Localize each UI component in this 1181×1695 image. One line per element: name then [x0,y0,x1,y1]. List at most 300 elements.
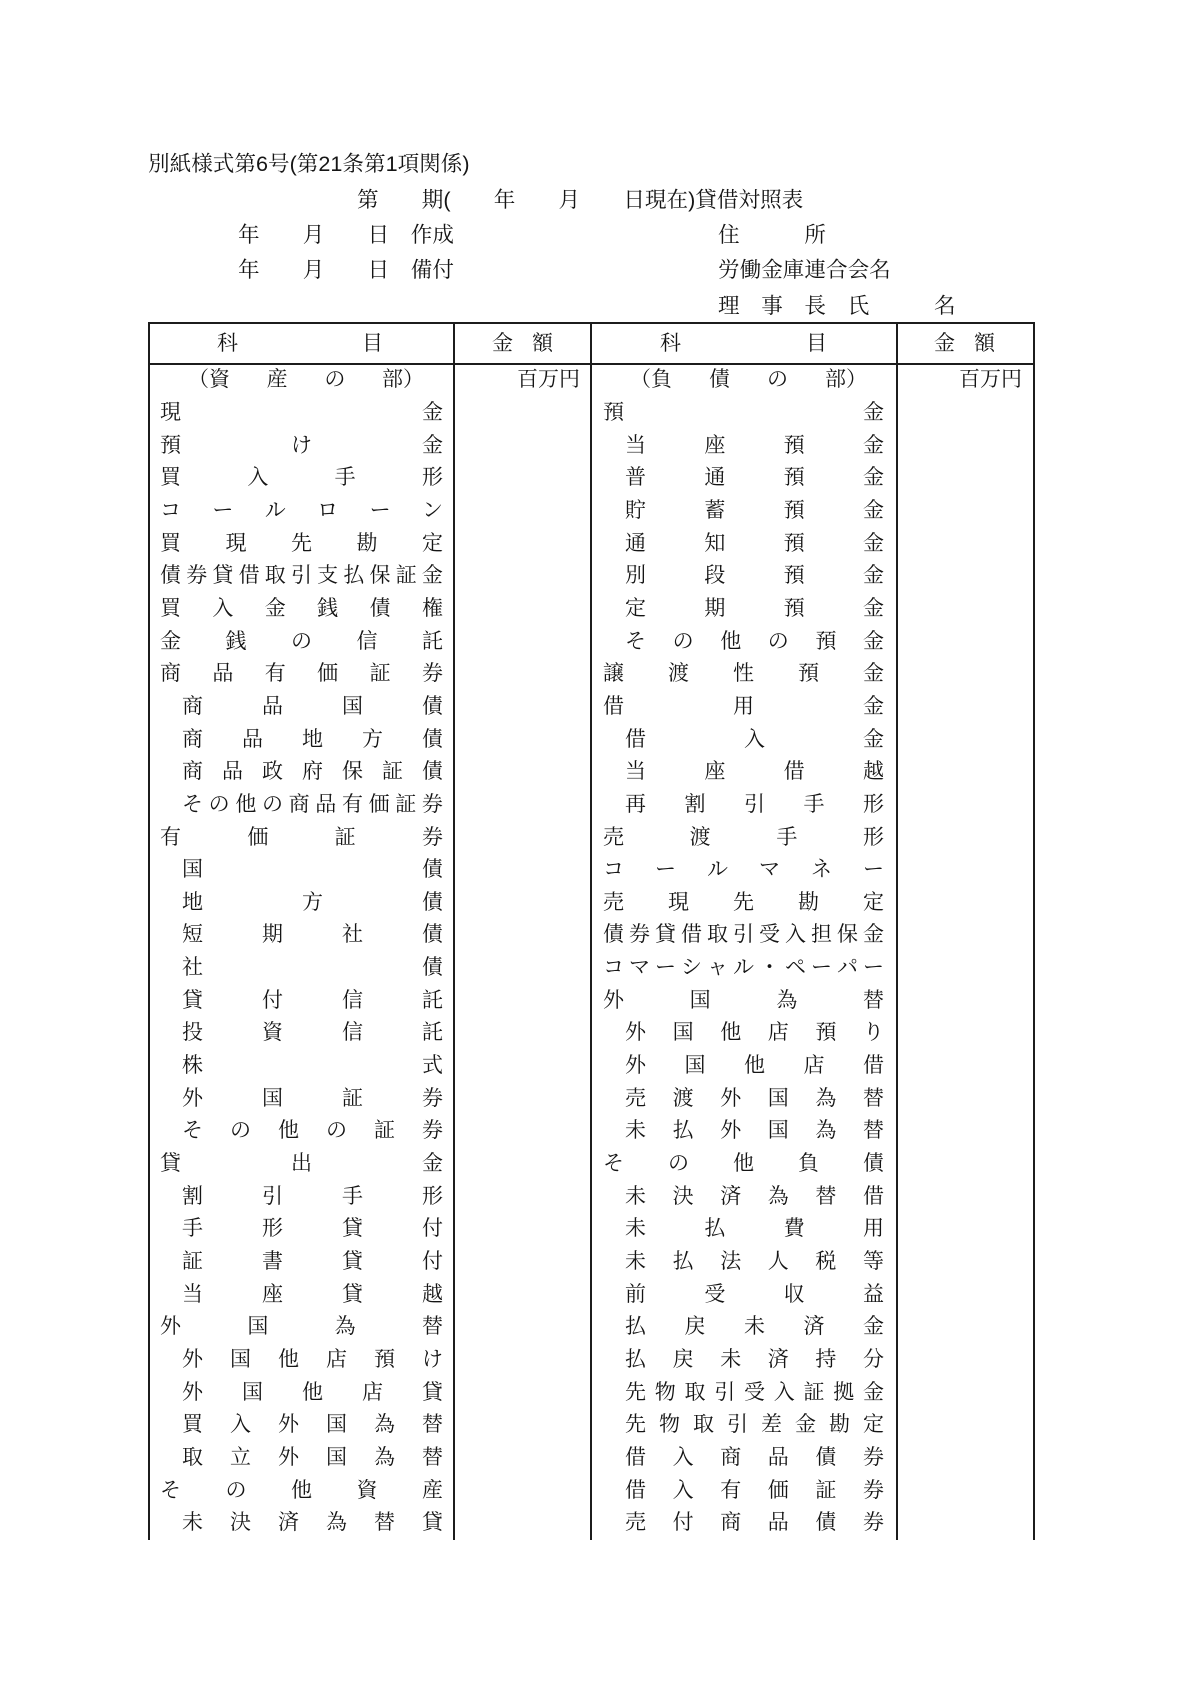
label-char: 売 [603,825,624,849]
label-char: 証 [382,760,403,784]
liability-account-row [590,723,896,756]
label-char: そ [625,629,646,653]
label-char: 銭 [317,596,339,620]
asset-account-row [148,397,453,430]
label-char: 買 [160,466,181,490]
label-char: 手 [803,792,825,816]
label-char: 蓄 [704,498,726,522]
label-char: 金 [422,400,443,424]
label-char: 未 [625,1217,646,1241]
liability-account-row [590,887,896,920]
liability-account-label [603,858,884,882]
label-char: 価 [767,1478,789,1502]
label-char: 担 [811,923,832,947]
asset-account-label [182,760,443,784]
label-char: 等 [862,1250,884,1274]
label-char: 通 [625,531,646,555]
label-char: 金 [862,433,884,457]
liability-account-row [590,1115,896,1148]
label-char: 済 [278,1511,299,1535]
label-char: 受 [759,923,780,947]
label-char: 払 [672,1119,694,1143]
label-char: 商 [182,727,203,751]
label-char: 証 [342,1086,363,1110]
label-char: 定 [863,1413,884,1437]
label-char: 証 [374,1119,395,1143]
label-char: 買 [182,1413,203,1437]
label-char: 替 [862,988,884,1012]
label-char: 付 [262,988,283,1012]
label-char: 戻 [684,1315,706,1339]
label-char: 券 [629,923,650,947]
label-char: 銭 [225,629,247,653]
label-char: 券 [186,564,208,588]
label-char: 先 [625,1413,646,1437]
label-char: 引 [733,923,754,947]
label-char: 預 [783,466,805,490]
section-title-text [651,368,846,392]
label-char: 為 [776,988,798,1012]
label-char: 知 [704,531,726,555]
label-char: 買 [160,596,181,620]
label-char: 当 [625,760,646,784]
label-char: 政 [262,760,283,784]
label-char: 貸 [342,1282,363,1306]
label-char: 国 [767,1119,789,1143]
liability-account-row [590,1507,896,1540]
label-char: 権 [421,596,443,620]
liability-account-row [590,984,896,1017]
label-char: ャ [707,956,728,980]
label-char: 外 [182,1380,203,1404]
liability-account-row [590,397,896,430]
label-char: （ [188,368,209,392]
label-char: り [862,1021,884,1045]
label-char: 済 [720,1184,742,1208]
label-char: 借 [625,727,646,751]
label-char: 府 [302,760,323,784]
label-char: 払 [625,1348,646,1372]
label-char: 券 [862,1511,884,1535]
label-char: 外 [625,1021,646,1045]
label-char: 債 [160,564,181,588]
label-char: 証 [369,662,391,686]
label-char: 品 [262,694,283,718]
asset-account-label [160,466,443,490]
label-char: 貸 [182,988,203,1012]
asset-account-row [148,1148,453,1181]
label-char: 社 [182,956,203,980]
label-char: 未 [182,1511,203,1535]
liability-account-label [625,760,884,784]
label-char: 短 [182,923,203,947]
label-char: ー [863,956,884,980]
label-char: 国 [689,988,711,1012]
label-char: 貸 [212,564,234,588]
liability-account-label [625,1381,884,1405]
label-char: コ [603,956,624,980]
label-char: 先 [625,1380,646,1404]
label-char: 借 [625,1478,646,1502]
label-char: 物 [659,1413,680,1437]
liabilities-amount-header [934,332,995,356]
asset-account-label [160,1315,443,1339]
asset-account-label [182,728,443,752]
label-char: 先 [291,531,312,555]
asset-account-label [182,1283,443,1307]
document-title: 第 期( 年 月 日現在)貸借対照表 [357,187,804,212]
liability-account-row [590,1180,896,1213]
liability-account-row [590,821,896,854]
label-char: シ [681,956,702,980]
label-char: パ [837,956,858,980]
liability-account-row [590,625,896,658]
label-char: ー [863,858,884,882]
label-char: 社 [342,923,363,947]
label-char: 金 [421,564,443,588]
label-char: 物 [654,1380,676,1404]
label-char: ー [655,858,676,882]
label-char: 投 [182,1021,203,1045]
label-char: そ [603,1152,624,1176]
label-char: 保 [342,760,363,784]
asset-account-label [182,793,443,817]
liability-account-label [625,499,884,523]
liability-account-label [603,695,884,719]
chairman-name-label: 理 事 長 氏 名 [718,293,956,318]
label-char: 形 [422,1184,443,1208]
label-char: 券 [422,1119,443,1143]
liability-account-label [625,1250,884,1274]
label-char: 株 [182,1054,203,1078]
assets-account-column [148,364,453,1540]
liability-account-row [590,593,896,626]
asset-account-row [148,462,453,495]
table-top-rule [148,322,1035,324]
label-char: 科 [660,332,681,355]
label-char: 他 [278,1348,299,1372]
label-char: 預 [815,629,837,653]
asset-account-label [182,1511,443,1535]
label-char: 貸 [342,1217,363,1241]
label-char: 外 [720,1086,742,1110]
label-char: コ [603,858,624,882]
asset-account-label [182,1021,443,1045]
label-char: 勘 [829,1413,850,1437]
liability-account-label [603,826,884,850]
label-char: 用 [862,1217,884,1241]
asset-account-row [148,1278,453,1311]
label-char: 入 [672,1445,694,1469]
label-char: 産 [422,1478,443,1502]
label-char: 取 [182,1445,203,1469]
label-char: 国 [262,1086,283,1110]
label-char: 入 [773,1380,795,1404]
label-char: 金 [863,1380,884,1404]
label-char: 費 [783,1217,805,1241]
label-char: 益 [862,1282,884,1306]
label-char: 通 [704,466,726,490]
liabilities-amount-divider [896,322,898,1540]
asset-account-row [148,1344,453,1377]
label-char: 替 [422,1445,443,1469]
label-char: 金 [863,727,884,751]
liability-account-label [625,630,884,654]
liability-account-row [590,1017,896,1050]
label-char: 為 [815,1119,837,1143]
label-char: 他 [720,629,742,653]
label-char: 別 [625,564,646,588]
liability-account-label [603,662,884,686]
asset-account-row [148,429,453,462]
label-char: 入 [672,1478,694,1502]
label-char: 定 [625,596,646,620]
asset-account-row [148,1115,453,1148]
label-char: 座 [704,433,726,457]
label-char: 受 [744,1380,765,1404]
asset-account-row [148,919,453,952]
label-char: 差 [761,1413,782,1437]
liability-account-label [625,1087,884,1111]
liability-account-row [590,1278,896,1311]
liability-account-label [603,891,884,915]
filed-date: 年 月 日 備付 [238,257,454,282]
created-date: 年 月 日 作成 [238,222,454,247]
label-char: 債 [709,368,730,392]
label-char: 品 [222,760,243,784]
label-char: 形 [862,825,884,849]
label-char: の [225,1478,247,1502]
label-char: 金 [160,629,181,653]
label-char: 付 [422,1250,443,1274]
label-char: 託 [422,629,443,653]
balance-sheet-table [148,322,1035,1540]
label-char: 借 [681,923,702,947]
liability-account-row [590,919,896,952]
label-char: 価 [317,662,339,686]
table-right-rule [1033,322,1035,1540]
label-char: 未 [625,1184,646,1208]
label-char: 決 [230,1511,251,1535]
label-char: 券 [421,792,443,816]
liability-account-label [625,728,884,752]
liabilities-unit: 百万円 [959,368,1022,392]
liability-account-label [625,1283,884,1307]
liability-account-label [603,1152,884,1176]
asset-account-label [182,989,443,1013]
label-char: 越 [422,1282,443,1306]
label-char: 債 [369,596,391,620]
label-char: 他 [291,1478,312,1502]
label-char: 取 [684,1380,706,1404]
asset-account-label [160,434,443,458]
label-char: 証 [815,1478,837,1502]
label-char: 払 [625,1315,646,1339]
label-char: 決 [672,1184,694,1208]
label-char: 用 [733,694,754,718]
label-char: 済 [767,1348,789,1372]
label-char: 金 [863,400,884,424]
label-char: 債 [422,923,443,947]
label-char: 他 [302,1380,323,1404]
label-char: 信 [356,629,378,653]
asset-account-row [148,1180,453,1213]
label-char: 資 [356,1478,378,1502]
label-char: ー [811,956,832,980]
liability-account-row [590,756,896,789]
label-char: 商 [288,792,310,816]
label-char: 貸 [160,1152,181,1176]
label-char: 未 [625,1119,646,1143]
label-char: 金 [863,662,884,686]
assets-unit: 百万円 [517,368,580,392]
label-char: 金 [862,466,884,490]
label-char: 先 [733,890,754,914]
label-char: ル [733,956,754,980]
label-char: 替 [422,1413,443,1437]
asset-account-row [148,658,453,691]
asset-account-row [148,854,453,887]
label-char: の [208,792,230,816]
label-char: 出 [291,1152,312,1176]
assets-amount-divider [453,322,455,1540]
asset-account-row [148,789,453,822]
liability-account-row [590,789,896,822]
label-char: 目 [806,332,827,355]
asset-account-label [182,1413,443,1437]
label-char: 金 [862,629,884,653]
liability-account-row [590,1409,896,1442]
asset-account-row [148,1246,453,1279]
label-char: 譲 [603,662,624,686]
label-char: 現 [668,890,689,914]
label-char: 貸 [422,1380,443,1404]
liability-account-row [590,952,896,985]
label-char: 地 [182,890,203,914]
asset-account-label [182,956,443,980]
label-char: 未 [625,1250,646,1274]
label-char: 引 [290,564,312,588]
asset-account-row [148,495,453,528]
label-char: 払 [672,1250,694,1274]
asset-account-label [160,1152,443,1176]
label-char: ロ [317,498,339,522]
label-char: 替 [815,1184,837,1208]
label-char: 手 [342,1184,363,1208]
label-char: 為 [815,1086,837,1110]
asset-account-label [182,1185,443,1209]
label-char: 額 [974,332,995,355]
label-char: 金 [862,498,884,522]
liability-account-row [590,1148,896,1181]
asset-account-row [148,952,453,985]
label-char: 金 [862,596,884,620]
label-char: 預 [374,1348,395,1372]
label-char: 入 [785,923,806,947]
label-char: 座 [262,1282,283,1306]
label-char: 証 [334,825,356,849]
label-char: 引 [262,1184,283,1208]
label-char: 品 [242,727,263,751]
label-char: ル [707,858,728,882]
liability-section-title [630,368,867,392]
asset-account-row [148,527,453,560]
label-char: 外 [278,1445,299,1469]
asset-account-row [148,593,453,626]
label-char: 国 [672,1021,694,1045]
label-char: 形 [421,466,443,490]
label-char: の [324,368,346,392]
label-char: 国 [326,1445,347,1469]
label-char: マ [629,956,650,980]
label-char: 保 [837,923,858,947]
label-char: 形 [262,1217,283,1241]
label-char: マ [759,858,780,882]
label-char: 借 [862,1184,884,1208]
label-char: の [291,629,312,653]
label-char: 買 [160,531,181,555]
label-char: 証 [182,1250,203,1274]
liability-account-label [603,923,884,947]
label-char: 債 [863,1152,884,1176]
asset-account-label [160,597,443,621]
label-char: 店 [362,1380,383,1404]
label-char: 定 [422,531,443,555]
asset-account-row [148,1474,453,1507]
label-char: 債 [422,727,443,751]
label-char: 金 [795,1413,816,1437]
label-char: 外 [278,1413,299,1437]
label-char: 外 [182,1348,203,1372]
label-char: 越 [862,760,884,784]
label-char: 渡 [668,662,689,686]
label-char: 品 [315,792,337,816]
label-char: ） [846,368,867,392]
asset-account-label [160,826,443,850]
label-char: 売 [625,1086,646,1110]
label-char: 替 [862,1119,884,1143]
label-char: の [767,629,789,653]
label-char: 預 [783,564,805,588]
label-char: の [767,368,788,392]
label-char: 外 [720,1119,742,1143]
asset-account-row [148,1213,453,1246]
liability-account-row [590,462,896,495]
liability-account-label [603,989,884,1013]
label-char: 手 [776,825,798,849]
label-char: 負 [798,1152,819,1176]
liability-account-label [625,1315,884,1339]
label-char: 有 [341,792,363,816]
liability-account-row [590,1050,896,1083]
label-char: 外 [160,1315,181,1339]
asset-account-label [160,630,443,654]
label-char: ン [421,498,443,522]
label-char: 金 [492,332,513,355]
liability-account-row [590,560,896,593]
label-char: 付 [672,1511,694,1535]
liability-account-row [590,527,896,560]
label-char: 手 [182,1217,203,1241]
label-char: の [668,1152,689,1176]
label-char: ペ [785,956,806,980]
asset-account-label [182,923,443,947]
label-char: け [422,1348,443,1372]
asset-account-row [148,756,453,789]
label-char: 金 [863,694,884,718]
label-char: 券 [421,662,443,686]
asset-section-row [148,364,453,397]
